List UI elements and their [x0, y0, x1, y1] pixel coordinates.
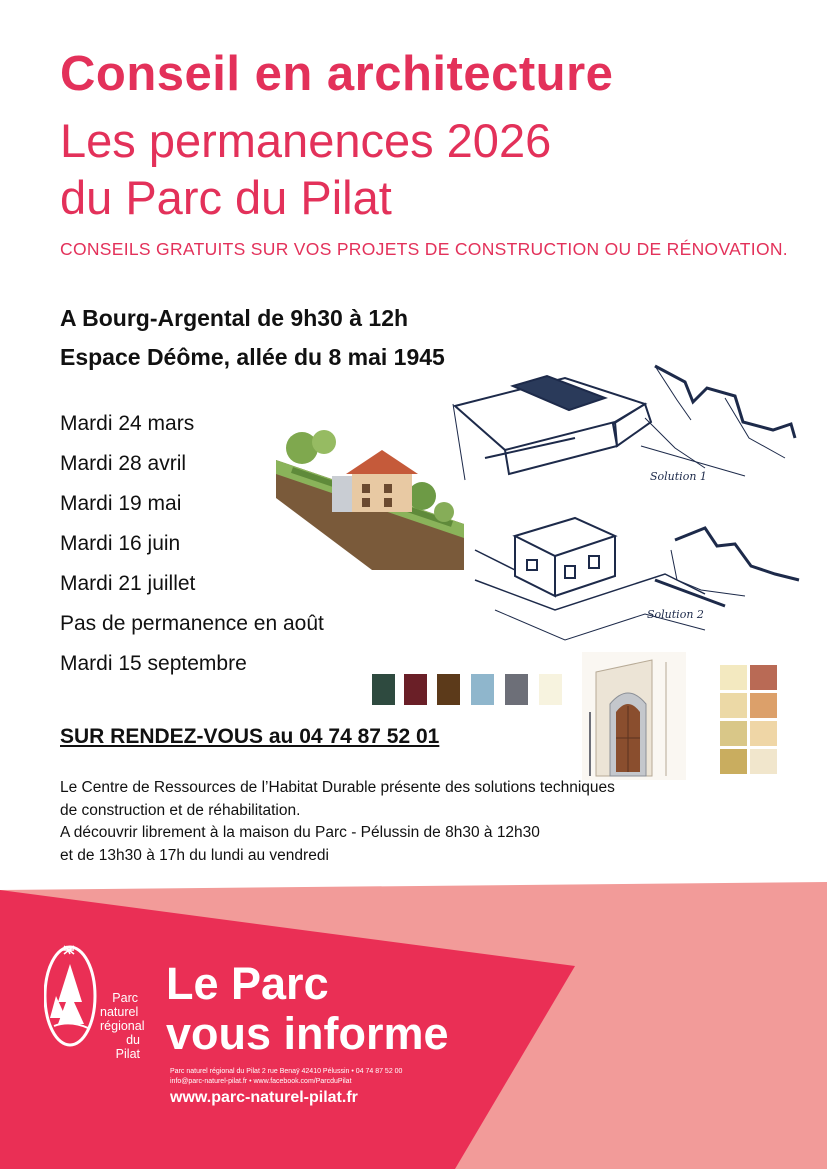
slogan-line-2: vous informe	[166, 1008, 449, 1059]
date-item: Mardi 28 avril	[60, 452, 187, 475]
info-line: A découvrir librement à la maison du Parc - Pélussin de 8h30 à 12h30	[60, 824, 540, 841]
location-time: A Bourg-Argental de 9h30 à 12h	[60, 305, 409, 331]
slogan-line-1: Le Parc	[166, 958, 329, 1009]
solution-2-label: Solution 2	[647, 608, 704, 621]
subtitle-line-2: du Parc du Pilat	[60, 171, 392, 224]
page-title: Conseil en architecture	[60, 47, 614, 101]
subtitle-line-1: Les permanences 2026	[60, 114, 552, 167]
appointment-phone: SUR RENDEZ-VOUS au 04 74 87 52 01	[60, 725, 440, 748]
date-item: Mardi 19 mai	[60, 492, 182, 515]
date-item: Mardi 21 juillet	[60, 572, 196, 595]
solution-1-label: Solution 1	[650, 470, 707, 483]
date-item: Pas de permanence en août	[60, 612, 324, 635]
contact-line: info@parc-naturel-pilat.fr • www.facebook.com/ParcduPilat	[170, 1078, 352, 1085]
info-line: et de 13h30 à 17h du lundi au vendredi	[60, 846, 329, 864]
logo-text: Parc naturel régional du Pilat	[100, 991, 145, 1061]
website-link[interactable]: www.parc-naturel-pilat.fr	[170, 1089, 358, 1106]
date-item: Mardi 24 mars	[60, 412, 195, 435]
info-line: Le Centre de Ressources de l’Habitat Durable présente des solutions techniques	[60, 779, 615, 796]
info-line: de construction et de réhabilitation.	[60, 801, 301, 819]
location-address: Espace Déôme, allée du 8 mai 1945	[60, 344, 445, 370]
tagline: CONSEILS GRATUITS SUR VOS PROJETS DE CONSTRUCTION OU DE RÉNOVATION.	[60, 239, 788, 259]
date-item: Mardi 16 juin	[60, 532, 181, 555]
date-item: Mardi 15 septembre	[60, 652, 247, 675]
address-line: Parc naturel régional du Pilat 2 rue Benaÿ 42410 Pélussin • 04 74 87 52 00	[170, 1068, 403, 1075]
